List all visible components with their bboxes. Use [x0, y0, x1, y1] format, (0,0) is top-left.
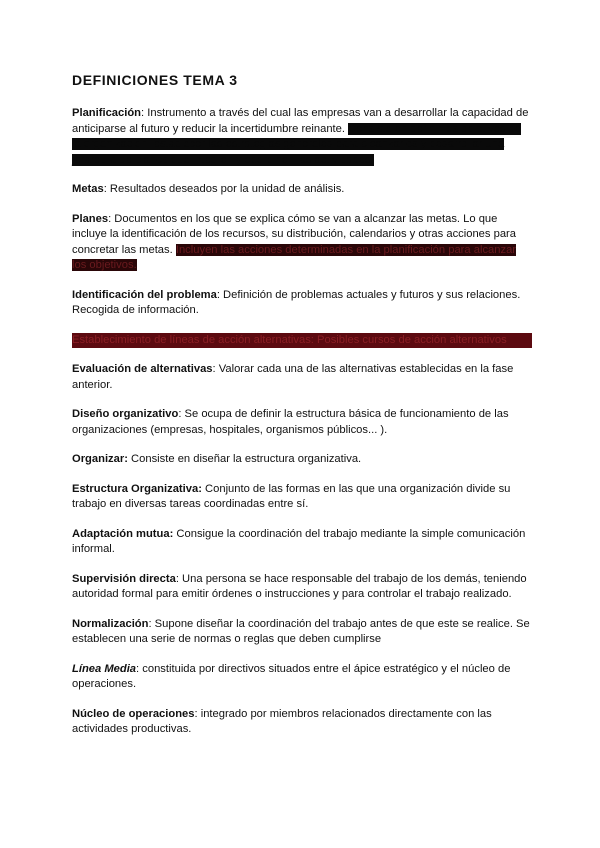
- term: Metas: [72, 183, 104, 195]
- definition: Definición de problemas actuales y futuros y sus relaciones. Recogida de información.: [72, 288, 521, 316]
- term: Estructura Organizativa:: [72, 482, 202, 495]
- term: Línea Media: [72, 662, 137, 675]
- redacted-text: Incluyen las acciones determinadas en la planificación para alcanzar los objetivos.: [72, 243, 517, 271]
- definition: integrado por miembros relacionados directamente con las actividades productivas.: [72, 707, 492, 735]
- term-separator: :: [148, 617, 152, 630]
- entry-planes: [72, 212, 532, 274]
- definition: Se ocupa de definir la estructura básica de funcionamiento de las organizaciones (empresas, hospitales, organismos públicos... ).: [72, 408, 509, 436]
- definition: Supone diseñar la coordinación del trabajo antes de que este se realice. Se establecen una serie de normas o reglas que deben cumplirse: [72, 617, 530, 645]
- definition: Documentos en los que se explica cómo se van a alcanzar las metas. Lo que incluye la identificación de los recursos, su distribución, calendarios y otras acciones para concretar las metas.: [72, 212, 516, 256]
- redacted-line: Establecimiento de líneas de acción alternativas: Posibles cursos de acción alternativos: [72, 333, 532, 349]
- definition: Valorar cada una de las alternativas establecidas en la fase anterior.: [72, 363, 514, 391]
- entry-diseno-organizativo: [72, 407, 532, 438]
- term-separator: :: [136, 662, 140, 675]
- entry-normalizacion: [72, 617, 532, 648]
- entry-estructura-organizativa: [72, 482, 532, 513]
- term: Organizar:: [72, 453, 128, 465]
- term-separator: :: [216, 288, 220, 301]
- entry-metas: [72, 182, 532, 198]
- entry-supervision-directa: [72, 572, 532, 603]
- entry-adaptacion-mutua: [72, 527, 532, 558]
- term-separator: :: [175, 572, 179, 585]
- term-separator: :: [108, 212, 112, 225]
- definition: constituida por directivos situados entre el ápice estratégico y el núcleo de operaciones.: [72, 662, 511, 690]
- term-separator: :: [178, 408, 182, 420]
- entry-identificacion-problema: [72, 288, 532, 319]
- term: Identificación del problema: [72, 288, 217, 301]
- definition: Consiste en diseñar la estructura organizativa.: [127, 453, 362, 465]
- entry-linea-media: [72, 662, 532, 693]
- term-separator: :: [141, 107, 145, 119]
- document-page: [72, 70, 532, 752]
- term: Planes: [72, 212, 109, 225]
- definition: Conjunto de las formas en las que una organización divide su trabajo en diversas tareas coordinadas entre sí.: [72, 482, 511, 510]
- term: Adaptación mutua:: [72, 527, 174, 540]
- entry-establecimiento-lineas: [72, 333, 532, 349]
- definition: Consigue la coordinación del trabajo mediante la simple comunicación informal.: [72, 527, 526, 555]
- entry-evaluacion-alternativas: [72, 362, 532, 393]
- entry-nucleo-operaciones: [72, 707, 532, 738]
- term: Diseño organizativo: [72, 408, 179, 420]
- term: Planificación: [72, 107, 142, 119]
- definition: Una persona se hace responsable del trabajo de los demás, teniendo autoridad formal para emitir órdenes o instrucciones y para controlar el trabajo realizado.: [72, 572, 527, 600]
- term-separator: :: [103, 183, 107, 195]
- definition: Instrumento a través del cual las empresas van a desarrollar la capacidad de anticiparse al futuro y reducir la incertidumbre reinante.: [72, 107, 529, 135]
- term: Evaluación de alternativas: [72, 363, 213, 375]
- document-title: DEFINICIONES TEMA 3: [72, 72, 238, 88]
- term: Normalización: [72, 617, 149, 630]
- entry-planificacion: [72, 106, 532, 168]
- term-separator: :: [194, 707, 198, 720]
- term-separator: :: [212, 363, 216, 375]
- term: Núcleo de operaciones: [72, 707, 195, 720]
- term: Supervisión directa: [72, 572, 176, 585]
- entry-organizar: [72, 452, 532, 468]
- definition: Resultados deseados por la unidad de análisis.: [106, 183, 345, 195]
- redacted-text: Consiste en definir los objetivos de la organización, establecer las estrategias generales para alcanzarlos y desarrollar una jerarquía de planes que integren y coordinen las actividades.: [72, 122, 521, 166]
